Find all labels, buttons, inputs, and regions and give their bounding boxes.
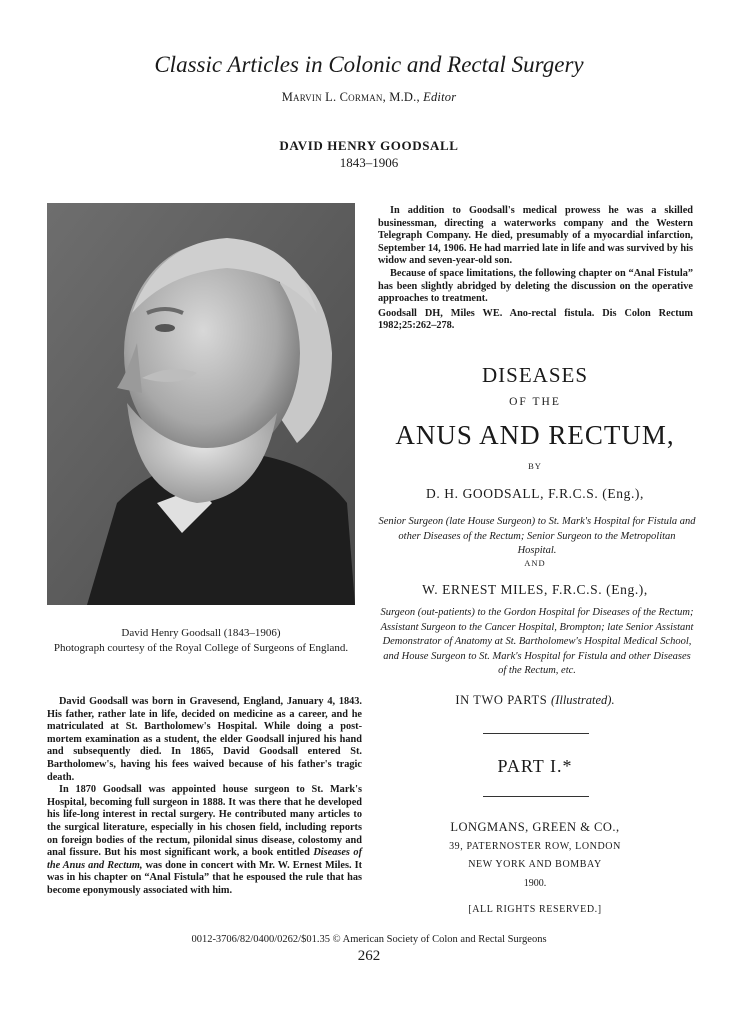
editor-line — [0, 90, 738, 105]
title-page-of-the: OF THE — [509, 396, 561, 408]
portrait-photo — [47, 203, 355, 605]
title-page-and: AND — [524, 558, 546, 568]
two-parts-illustrated: (Illustrated). — [551, 693, 615, 707]
title-page-rule-2 — [483, 796, 589, 797]
title-page-by: BY — [528, 461, 542, 471]
editor-name: Marvin L. Corman, M.D., — [281, 90, 420, 104]
intro-paragraph-2: Because of space limitations, the following chapter on “Anal Fistula” has been slightly abridged by deleting the discussion on the operative approaches to treatment. — [378, 267, 693, 305]
title-page-rule-1 — [483, 733, 589, 734]
title-page-author-2: W. ERNEST MILES, F.R.C.S. (Eng.), — [422, 582, 648, 597]
title-page-address: 39, PATERNOSTER ROW, LONDON — [449, 841, 621, 852]
photo-caption — [30, 626, 372, 656]
copyright-footer: 0012-3706/82/0400/0262/$01.35 © American Society of Colon and Rectal Surgeons — [191, 934, 547, 945]
biography-column — [47, 696, 362, 898]
bio-paragraph-1: David Goodsall was born in Gravesend, England, January 4, 1843. His father, rather late in life, decided on medicine as a career, and he matriculated at St. Bartholomew's Hospital. While doing a post-mortem examination as a student, the elder Goodsall injured his hand and subsequently died. In 1865, David Goodsall entered St. Bartholomew's, having his fees waived because of his father's tragic death. — [47, 696, 362, 783]
page-number: 262 — [357, 948, 381, 964]
caption-line-1: David Henry Goodsall (1843–1906) — [121, 627, 281, 639]
title-page-cities: NEW YORK AND BOMBAY — [468, 859, 602, 870]
intro-paragraph-1: In addition to Goodsall's medical prowess he was a skilled businessman, directing a waterworks company and the Western Telegraph Company. He died, presumably of a myocardial infarction, September 14, 1906. He had married late in life and was survived by his widow and seven-year-old son. — [378, 205, 693, 267]
reference-citation: Goodsall DH, Miles WE. Ano-rectal fistula. Dis Colon Rectum 1982;25:262–278. — [378, 307, 693, 332]
title-page-author-1: D. H. GOODSALL, F.R.C.S. (Eng.), — [425, 486, 644, 501]
editor-role: Editor — [423, 90, 457, 104]
title-page-diseases: DISEASES — [481, 363, 589, 387]
title-page-author-2-desc: Surgeon (out-patients) to the Gordon Hospital for Diseases of the Rectum; Assistant Surgeon to the Cancer Hospital, Brompton; late Senior Assistant Demonstrator of Anatomy at St. Bartholomew's Hospital Medical School, and House Surgeon to St. Mark's Hospital for Fistula and other Diseases of the Rectum, etc. — [380, 607, 694, 676]
title-page-author-1-desc: Senior Surgeon (late House Surgeon) to St. Mark's Hospital for Fistula and other Diseases of the Rectum; Senior Surgeon to the Metropolitan Hospital. — [378, 516, 696, 556]
title-page-year: 1900. — [523, 878, 547, 889]
article-title: DAVID HENRY GOODSALL — [279, 138, 459, 153]
series-title: Classic Articles in Colonic and Rectal Surgery — [154, 52, 584, 77]
title-page-publisher: LONGMANS, GREEN & CO., — [450, 820, 620, 834]
title-page-rights: [ALL RIGHTS RESERVED.] — [468, 904, 602, 915]
title-page-main-title: ANUS AND RECTUM, — [395, 420, 675, 450]
bio-paragraph-2 — [47, 784, 362, 897]
intro-column — [378, 205, 693, 333]
book-title-italic: Diseases of the Anus and Rectum, — [47, 847, 362, 871]
bio-p2-text-b: was done in concert with Mr. W. Ernest Miles. It was in his chapter on “Anal Fistula” that he espoused the rule that has become eponymously associated with him. — [47, 859, 363, 896]
two-parts-text: IN TWO PARTS — [455, 693, 548, 707]
title-page-part: PART I.* — [497, 756, 573, 776]
title-page-two-parts — [380, 693, 690, 708]
bio-p2-text-a: In 1870 Goodsall was appointed house surgeon to St. Mark's Hospital, becoming full surgeon in 1888. It was there that he developed his life-long interest in rectal surgery. He contributed many articles to the surgical literature, especially in his chosen field, including reports on foreign bodies of the rectum, pilonidal sinus disease, colostomy and anal fissure. But his most significant work, a book entitled — [47, 784, 362, 859]
caption-line-2: Photograph courtesy of the Royal College of Surgeons of England. — [53, 642, 349, 654]
article-years: 1843–1906 — [339, 155, 399, 170]
